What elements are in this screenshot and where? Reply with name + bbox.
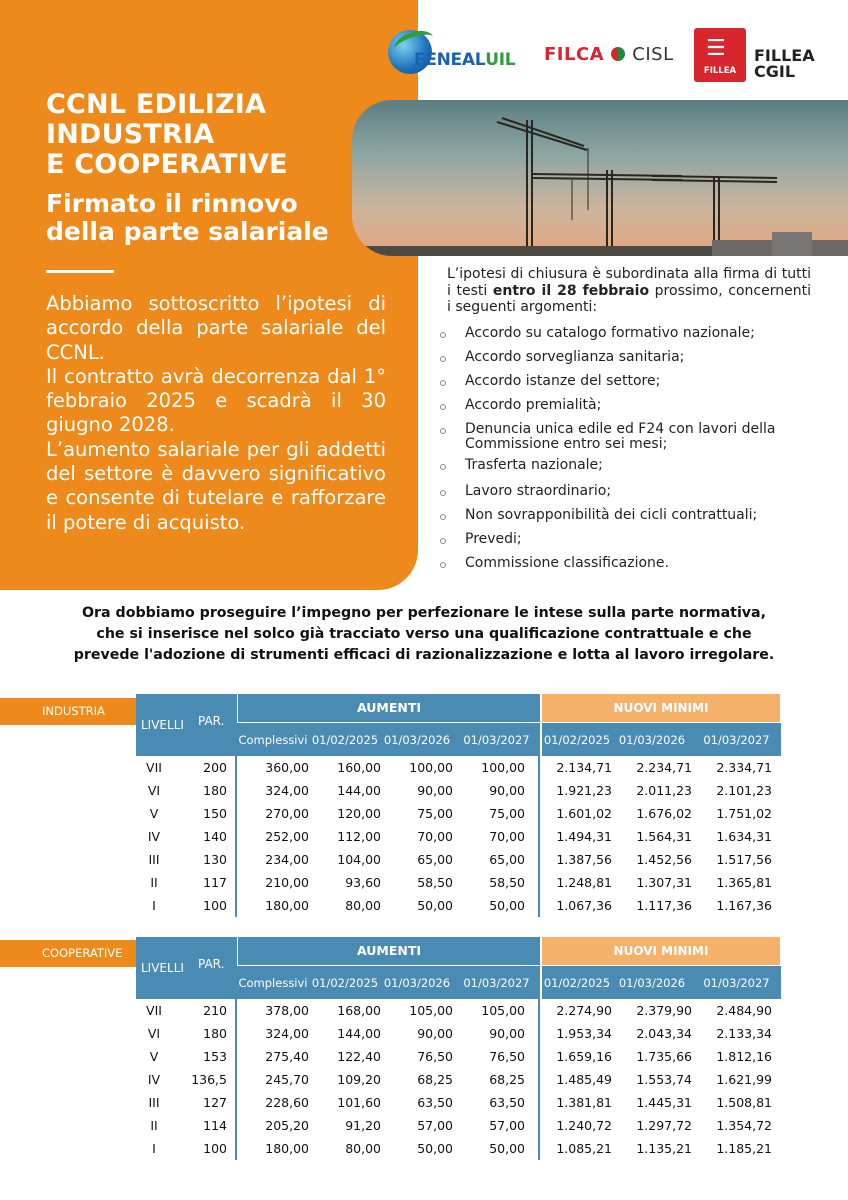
table-cell: VII — [146, 1003, 162, 1018]
fillea-emblem-text: FILLEA — [703, 66, 737, 76]
table-cell: 1.508,81 — [716, 1095, 772, 1110]
table-cell: 1.248,81 — [556, 875, 612, 890]
header-livelli: LIVELLI — [141, 718, 184, 732]
column-header: 01/02/2025 — [540, 965, 612, 999]
bullet-icon — [440, 380, 446, 386]
table-cell: 1.452,56 — [636, 852, 692, 867]
table-cell: 130 — [203, 852, 227, 867]
header-par: PAR. — [198, 714, 225, 728]
list-item: Accordo istanze del settore; — [440, 374, 830, 389]
table-cell: 1.365,81 — [716, 875, 772, 890]
subtitle-line: della parte salariale — [46, 217, 329, 246]
table-cell: 234,00 — [265, 852, 309, 867]
table-cell: 270,00 — [265, 806, 309, 821]
table-row — [136, 802, 781, 825]
header-nuovi-minimi: NUOVI MINIMI — [540, 937, 780, 965]
table-cell: 1.185,21 — [716, 1141, 772, 1156]
table-cell: 104,00 — [337, 852, 381, 867]
body-paragraph: L’aumento salariale per gli addetti del settore è davvero significativo e consente di tutelare e rafforzare il potere di acquisto. — [46, 437, 386, 534]
table-row — [136, 1114, 781, 1137]
table-cell: 68,25 — [489, 1072, 525, 1087]
table-cell: 136,5 — [191, 1072, 227, 1087]
table-cell: 100,00 — [409, 760, 453, 775]
table-cell: III — [148, 852, 160, 867]
table-cell: IV — [147, 1072, 161, 1087]
table-cell: 63,50 — [489, 1095, 525, 1110]
column-header: 01/03/2027 — [453, 722, 540, 756]
table-cell: 1.735,66 — [636, 1049, 692, 1064]
table-cell: 100 — [203, 1141, 227, 1156]
table-cell: 65,00 — [417, 852, 453, 867]
table-row — [136, 1068, 781, 1091]
table-cell: 1.067,36 — [556, 898, 612, 913]
table-cell: 2.379,90 — [636, 1003, 692, 1018]
cisl-logo-text: CISL — [632, 44, 674, 65]
table-cell: 1.676,02 — [636, 806, 692, 821]
filca-logo-text: FILCA — [544, 44, 605, 65]
table-cell: 1.135,21 — [636, 1141, 692, 1156]
column-header: 01/02/2025 — [540, 722, 612, 756]
feneal-uil-logo — [388, 24, 522, 76]
table-cell: 180 — [203, 1026, 227, 1041]
table-cell: 114 — [203, 1118, 227, 1133]
table-cell: 1.553,74 — [636, 1072, 692, 1087]
table-cell: 140 — [203, 829, 227, 844]
table-cell: 144,00 — [337, 1026, 381, 1041]
hero-panel — [0, 0, 418, 590]
table-cell: 70,00 — [489, 829, 525, 844]
bullet-icon — [440, 562, 446, 568]
table-body — [136, 756, 781, 917]
table-cell: 1.307,31 — [636, 875, 692, 890]
column-header: 01/03/2026 — [612, 722, 692, 756]
cooperative-table — [136, 937, 781, 1162]
list-item: Prevedi; — [440, 532, 830, 547]
table-cell: V — [149, 806, 159, 821]
header-aumenti: AUMENTI — [237, 937, 540, 965]
header-livelli: LIVELLI — [141, 961, 184, 975]
table-cell: 100 — [203, 898, 227, 913]
table-row — [136, 1045, 781, 1068]
table-body — [136, 999, 781, 1160]
divider — [46, 270, 114, 273]
cranes-illustration — [352, 100, 848, 256]
column-header: 01/03/2027 — [692, 965, 781, 999]
table-cell: 1.240,72 — [556, 1118, 612, 1133]
table-cell: 75,00 — [417, 806, 453, 821]
table-cell: IV — [147, 829, 161, 844]
table-cell: III — [148, 1095, 160, 1110]
table-cell: 1.751,02 — [716, 806, 772, 821]
table-cell: 210 — [203, 1003, 227, 1018]
table-cell: 117 — [203, 875, 227, 890]
table-cell: 76,50 — [417, 1049, 453, 1064]
table-cell: 1.381,81 — [556, 1095, 612, 1110]
table-cell: 112,00 — [337, 829, 381, 844]
table-row — [136, 1022, 781, 1045]
bullet-icon — [440, 428, 446, 434]
table-cell: 50,00 — [417, 1141, 453, 1156]
table-cell: II — [150, 1118, 158, 1133]
column-header: 01/02/2025 — [309, 722, 381, 756]
list-item: Accordo sorveglianza sanitaria; — [440, 350, 830, 365]
header-nuovi-minimi: NUOVI MINIMI — [540, 694, 780, 722]
column-header: Complessivi — [237, 722, 309, 756]
table-cell: 2.011,23 — [636, 783, 692, 798]
table-cell: 200 — [203, 760, 227, 775]
table-cell: 1.812,16 — [716, 1049, 772, 1064]
table-cell: 91,20 — [345, 1118, 381, 1133]
list-item: Lavoro straordinario; — [440, 484, 830, 499]
bullet-icon — [440, 538, 446, 544]
table-cell: 1.494,31 — [556, 829, 612, 844]
table-cell: 90,00 — [417, 1026, 453, 1041]
table-cell: 153 — [203, 1049, 227, 1064]
table-row — [136, 848, 781, 871]
header-aumenti: AUMENTI — [237, 694, 540, 722]
bullet-icon — [440, 514, 446, 520]
table-cell: 1.953,34 — [556, 1026, 612, 1041]
table-cell: 1.601,02 — [556, 806, 612, 821]
table-cell: VII — [146, 760, 162, 775]
table-cell: 1.659,16 — [556, 1049, 612, 1064]
table-cell: I — [152, 1141, 156, 1156]
filca-cisl-logo — [544, 44, 674, 74]
table-cell: 90,00 — [417, 783, 453, 798]
column-divider — [538, 756, 540, 917]
table-row — [136, 999, 781, 1022]
table-cell: 122,40 — [337, 1049, 381, 1064]
list-item: Accordo premialità; — [440, 398, 830, 413]
title-line: CCNL EDILIZIA — [46, 89, 267, 120]
table-cell: 58,50 — [489, 875, 525, 890]
table-cell: 180 — [203, 783, 227, 798]
intro-text: L’ipotesi di chiusura è subordinata alla firma di tutti i testi entro il 28 febbraio prossimo, concernenti i seguenti argomenti: — [447, 266, 811, 315]
bullet-icon — [440, 332, 446, 338]
table-row — [136, 825, 781, 848]
table-cell: 93,60 — [345, 875, 381, 890]
table-cell: 1.297,72 — [636, 1118, 692, 1133]
table-cell: 50,00 — [417, 898, 453, 913]
fillea-logo-text: FILLEA CGIL — [754, 46, 815, 81]
table-cell: 90,00 — [489, 1026, 525, 1041]
table-cell: 127 — [203, 1095, 227, 1110]
table-cell: 1.564,31 — [636, 829, 692, 844]
table-cell: 324,00 — [265, 1026, 309, 1041]
list-item: Commissione classificazione. — [440, 556, 830, 571]
table-cell: I — [152, 898, 156, 913]
table-cell: 1.921,23 — [556, 783, 612, 798]
table-cell: 180,00 — [265, 898, 309, 913]
table-cell: VI — [147, 783, 161, 798]
table-cell: 2.133,34 — [716, 1026, 772, 1041]
table-cell: 101,60 — [337, 1095, 381, 1110]
table-cell: 2.101,23 — [716, 783, 772, 798]
table-cell: 180,00 — [265, 1141, 309, 1156]
title-line: E COOPERATIVE — [46, 149, 288, 180]
column-header: 01/03/2026 — [612, 965, 692, 999]
table-cell: 275,40 — [265, 1049, 309, 1064]
fillea-cgil-logo — [694, 28, 824, 88]
deadline-emphasis: entro il 28 febbraio — [492, 282, 650, 299]
column-header: 01/02/2025 — [309, 965, 381, 999]
hero-body — [46, 292, 386, 535]
page-title — [46, 90, 376, 180]
body-paragraph: Abbiamo sottoscritto l’ipotesi di accordo della parte salariale del CCNL. — [46, 292, 386, 364]
table-cell: 57,00 — [417, 1118, 453, 1133]
table-cell: 150 — [203, 806, 227, 821]
table-cell: 50,00 — [489, 898, 525, 913]
column-divider — [235, 999, 237, 1160]
table-cell: 1.634,31 — [716, 829, 772, 844]
table-cell: 1.085,21 — [556, 1141, 612, 1156]
list-item: Non sovrapponibilità dei cicli contrattuali; — [440, 508, 830, 523]
body-paragraph: Il contratto avrà decorrenza dal 1° febbraio 2025 e scadrà il 30 giugno 2028. — [46, 364, 386, 437]
table-cell: 1.445,31 — [636, 1095, 692, 1110]
column-header: 01/03/2026 — [381, 965, 453, 999]
table-cell: 63,50 — [417, 1095, 453, 1110]
table-cell: 1.117,36 — [636, 898, 692, 913]
table-cell: VI — [147, 1026, 161, 1041]
table-cell: II — [150, 875, 158, 890]
table-cell: 360,00 — [265, 760, 309, 775]
cranes-photo — [352, 100, 848, 256]
subtitle-line: Firmato il rinnovo — [46, 189, 298, 218]
table-cell: 80,00 — [345, 1141, 381, 1156]
column-header: 01/03/2027 — [453, 965, 540, 999]
bullet-icon — [440, 490, 446, 496]
table-row — [136, 1091, 781, 1114]
title-line: INDUSTRIA — [46, 119, 215, 150]
table-row — [136, 1137, 781, 1160]
table-cell: 1.517,56 — [716, 852, 772, 867]
table-cell: 2.134,71 — [556, 760, 612, 775]
dot-icon — [611, 47, 625, 61]
table-cell: 144,00 — [337, 783, 381, 798]
table-cell: 75,00 — [489, 806, 525, 821]
list-item: Denuncia unica edile ed F24 con lavori della Commissione entro sei mesi; — [440, 422, 830, 452]
table-cell: 109,20 — [337, 1072, 381, 1087]
table-cell: 1.387,56 — [556, 852, 612, 867]
table-cell: 210,00 — [265, 875, 309, 890]
industria-tag: INDUSTRIA — [0, 698, 136, 725]
table-cell: 68,25 — [417, 1072, 453, 1087]
header-par: PAR. — [198, 957, 225, 971]
feneal-logo-text: FENEALUIL — [414, 50, 516, 70]
list-item: Accordo su catalogo formativo nazionale; — [440, 326, 830, 341]
table-cell: 100,00 — [481, 760, 525, 775]
column-header: Complessivi — [237, 965, 309, 999]
table-cell: 2.484,90 — [716, 1003, 772, 1018]
table-cell: 58,50 — [417, 875, 453, 890]
column-divider — [538, 999, 540, 1160]
table-cell: 50,00 — [489, 1141, 525, 1156]
table-row — [136, 779, 781, 802]
table-cell: 245,70 — [265, 1072, 309, 1087]
table-cell: 90,00 — [489, 783, 525, 798]
table-cell: 1.354,72 — [716, 1118, 772, 1133]
page-subtitle — [46, 190, 386, 246]
table-cell: 378,00 — [265, 1003, 309, 1018]
table-cell: 168,00 — [337, 1003, 381, 1018]
bricks-icon: ☰ — [706, 36, 726, 61]
header-livelli-par — [136, 694, 237, 756]
table-cell: 65,00 — [489, 852, 525, 867]
table-cell: 105,00 — [481, 1003, 525, 1018]
table-cell: 1.167,36 — [716, 898, 772, 913]
table-cell: 2.234,71 — [636, 760, 692, 775]
list-item: Trasferta nazionale; — [440, 458, 830, 473]
column-divider — [235, 756, 237, 917]
statement-line: prevede l'adozione di strumenti efficaci di razionalizzazione e lotta al lavoro irregolare. — [73, 647, 775, 663]
table-cell: 160,00 — [337, 760, 381, 775]
bullet-icon — [440, 464, 446, 470]
header-livelli-par — [136, 937, 237, 999]
table-cell: 70,00 — [417, 829, 453, 844]
statement-line: che si inserisce nel solco già tracciato verso una qualificazione contrattuale e che — [96, 626, 752, 642]
table-cell: 252,00 — [265, 829, 309, 844]
table-cell: 205,20 — [265, 1118, 309, 1133]
statement-line: Ora dobbiamo proseguire l’impegno per perfezionare le intese sulla parte normativa, — [81, 605, 767, 621]
table-row — [136, 871, 781, 894]
bullet-icon — [440, 404, 446, 410]
table-cell: 1.621,99 — [716, 1072, 772, 1087]
column-header: 01/03/2026 — [381, 722, 453, 756]
cooperative-tag: COOPERATIVE — [0, 940, 136, 967]
table-cell: 57,00 — [489, 1118, 525, 1133]
table-cell: 76,50 — [489, 1049, 525, 1064]
table-cell: 1.485,49 — [556, 1072, 612, 1087]
table-cell: 2.334,71 — [716, 760, 772, 775]
table-row — [136, 894, 781, 917]
table-cell: 2.274,90 — [556, 1003, 612, 1018]
table-cell: 105,00 — [409, 1003, 453, 1018]
table-cell: 228,60 — [265, 1095, 309, 1110]
table-cell: V — [149, 1049, 159, 1064]
table-cell: 80,00 — [345, 898, 381, 913]
statement — [40, 603, 808, 666]
table-cell: 324,00 — [265, 783, 309, 798]
column-header: 01/03/2027 — [692, 722, 781, 756]
industria-table — [136, 694, 781, 919]
bullet-icon — [440, 356, 446, 362]
table-row — [136, 756, 781, 779]
table-cell: 120,00 — [337, 806, 381, 821]
fillea-emblem — [694, 28, 746, 82]
table-cell: 2.043,34 — [636, 1026, 692, 1041]
